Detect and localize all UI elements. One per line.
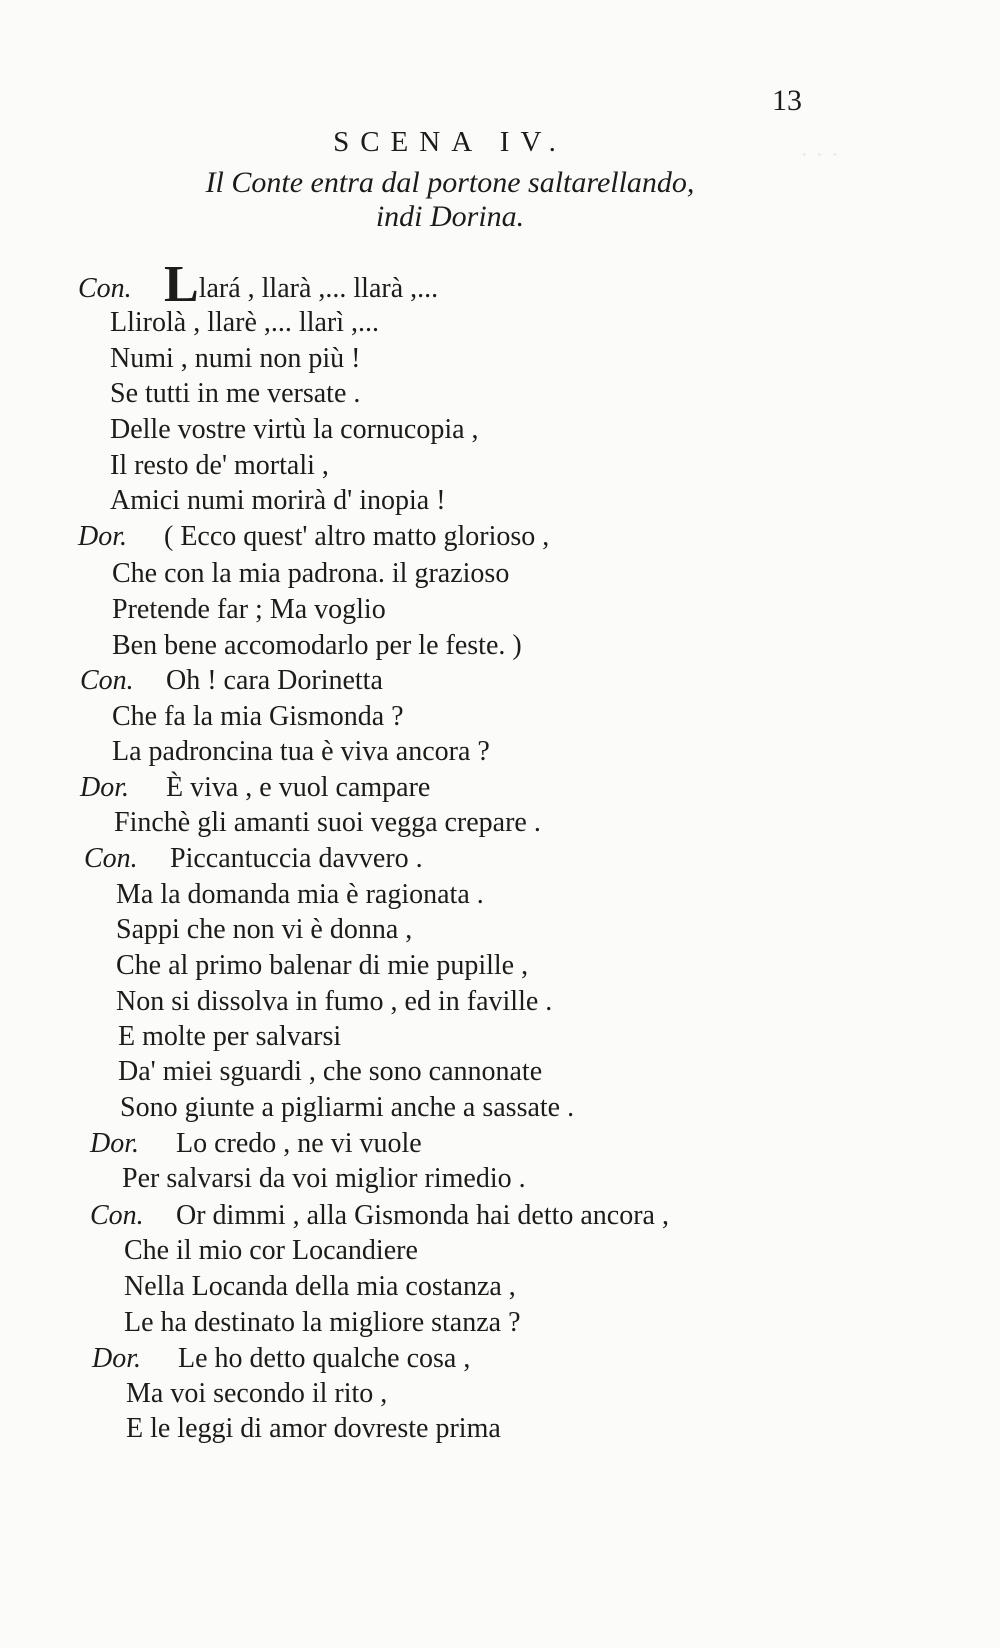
verse-line — [80, 593, 386, 627]
verse-line — [92, 1342, 470, 1376]
verse-line — [84, 985, 552, 1019]
speaker-label: Con. — [90, 1200, 144, 1231]
verse-text: Oh ! cara Dorinetta — [166, 665, 383, 696]
verse-line — [80, 629, 522, 663]
verse-line — [78, 520, 549, 554]
verse-line — [84, 842, 423, 876]
speaker-label: Dor. — [78, 521, 128, 552]
verse-line — [90, 1199, 669, 1233]
verse-text: Delle vostre virtù la cornucopia , — [110, 414, 479, 445]
verse-line — [78, 256, 439, 313]
verse-text: Lo credo , ne vi vuole — [176, 1128, 422, 1159]
verse-text: La padroncina tua è viva ancora ? — [112, 736, 490, 767]
verse-text: Se tutti in me versate . — [110, 378, 361, 409]
verse-text: Che fa la mia Gismonda ? — [112, 701, 404, 732]
verse-text: Da' miei sguardi , che sono cannonate — [118, 1056, 543, 1087]
verse-line — [86, 1020, 341, 1054]
verse-line — [80, 664, 383, 698]
verse-line — [90, 1127, 422, 1161]
verse-text: Amici numi morirà d' inopia ! — [110, 485, 446, 516]
verse-text: È viva , e vuol campare — [166, 772, 431, 803]
verse-line — [86, 1055, 542, 1089]
verse-line — [94, 1412, 501, 1446]
verse-line — [90, 1162, 526, 1196]
verse-text: Llirolà , llarè ,... llarì ,... — [110, 307, 380, 338]
verse-text: Che il mio cor Locandiere — [124, 1235, 418, 1266]
verse-line — [78, 342, 360, 376]
verse-text: ( Ecco quest' altro matto glorioso , — [164, 521, 550, 552]
verse-line — [92, 1270, 516, 1304]
verse-text: Pretende far ; Ma voglio — [112, 594, 386, 625]
verse-text: Le ha destinato la migliore stanza ? — [124, 1307, 521, 1338]
verse-text: Che con la mia padrona. il grazioso — [112, 558, 510, 589]
verse-text: Sappi che non vi è donna , — [116, 914, 413, 945]
page-number: 13 — [772, 84, 802, 117]
verse-text: Non si dissolva in fumo , ed in faville . — [116, 986, 553, 1017]
verse-text: Piccantuccia davvero . — [170, 843, 423, 874]
verse-line — [80, 735, 490, 769]
verse-line — [80, 557, 509, 591]
verse-line — [78, 377, 360, 411]
verse-line — [78, 484, 446, 518]
speaker-label: Dor. — [92, 1343, 142, 1374]
speaker-label: Dor. — [80, 772, 130, 803]
verse-line — [78, 449, 329, 483]
stage-direction-line-2: indi Dorina. — [375, 200, 525, 233]
verse-text: Sono giunte a pigliarmi anche a sassate . — [120, 1092, 575, 1123]
verse-text: Finchè gli amanti suoi vegga crepare . — [114, 807, 541, 838]
speaker-label: Con. — [80, 665, 134, 696]
verse-line — [88, 1091, 574, 1125]
verse-line — [94, 1377, 387, 1411]
verse-line — [84, 949, 528, 983]
verse-line — [78, 413, 479, 447]
verse-text: Or dimmi , alla Gismonda hai detto ancora , — [176, 1200, 669, 1231]
verse-text: E le leggi di amor dovreste prima — [126, 1413, 501, 1444]
verse-line — [78, 306, 379, 340]
stage-direction-line-1: Il Conte entra dal portone saltarellando, — [205, 166, 695, 199]
verse-text: Le ho detto qualche cosa , — [178, 1343, 471, 1374]
verse-text: Il resto de' mortali , — [110, 450, 329, 481]
speaker-label: Con. — [78, 273, 132, 304]
verse-line — [80, 700, 404, 734]
verse-line — [92, 1234, 418, 1268]
verse-text: lará , llarà ,... llarà ,... — [198, 273, 439, 304]
verse-line — [84, 913, 412, 947]
verse-text: Ben bene accomodarlo per le feste. ) — [112, 630, 522, 661]
verse-text: Nella Locanda della mia costanza , — [124, 1271, 516, 1302]
drop-cap: L — [164, 256, 199, 313]
verse-line — [84, 878, 484, 912]
verse-text: Ma voi secondo il rito , — [126, 1378, 388, 1409]
verse-text: Per salvarsi da voi miglior rimedio . — [122, 1163, 526, 1194]
verse-line — [80, 771, 430, 805]
verse-line — [82, 806, 541, 840]
speaker-label: Dor. — [90, 1128, 140, 1159]
bleed-through-text: · · · — [800, 140, 839, 169]
verse-text: Ma la domanda mia è ragionata . — [116, 879, 484, 910]
speaker-label: Con. — [84, 843, 138, 874]
verse-text: E molte per salvarsi — [118, 1021, 342, 1052]
verse-line — [92, 1306, 521, 1340]
verse-text: Che al primo balenar di mie pupille , — [116, 950, 529, 981]
scene-title: SCENA IV. — [333, 126, 567, 158]
verse-text: Numi , numi non più ! — [110, 343, 361, 374]
